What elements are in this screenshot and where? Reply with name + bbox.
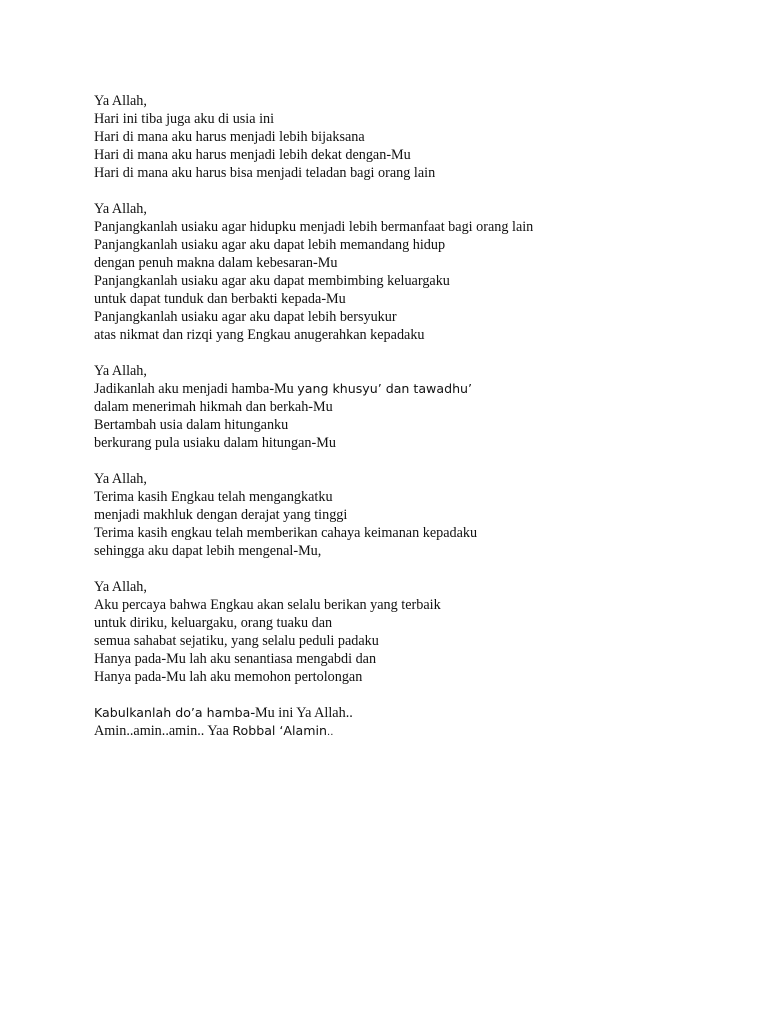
prayer-poem (94, 92, 734, 760)
poem-line: Hanya pada-Mu lah aku senantiasa mengabdi dan (94, 651, 377, 667)
poem-line: Bertambah usia dalam hitunganku (94, 417, 289, 433)
poem-line (94, 380, 734, 398)
poem-line: dalam menerimah hikmah dan berkah-Mu (94, 399, 333, 415)
stanza-2 (94, 200, 734, 344)
poem-line-part: .. (327, 727, 334, 738)
poem-line: Panjangkanlah usiaku agar aku dapat membimbing keluargaku (94, 273, 450, 289)
poem-line: Ya Allah, (94, 201, 147, 217)
poem-line (94, 722, 734, 742)
poem-line: semua sahabat sejatiku, yang selalu peduli padaku (94, 633, 379, 649)
poem-line (94, 704, 734, 722)
poem-line: berkurang pula usiaku dalam hitungan-Mu (94, 435, 336, 451)
poem-line-part: Jadikanlah aku menjadi hamba-Mu (94, 381, 298, 397)
poem-line: Hari ini tiba juga aku di usia ini (94, 111, 275, 127)
poem-line: Terima kasih Engkau telah mengangkatku (94, 489, 333, 505)
poem-line: Terima kasih engkau telah memberikan cahaya keimanan kepadaku (94, 525, 478, 541)
stanza-3 (94, 362, 734, 452)
poem-line: Ya Allah, (94, 93, 147, 109)
poem-line: Ya Allah, (94, 579, 147, 595)
poem-line: Panjangkanlah usiaku agar hidupku menjadi lebih bermanfaat bagi orang lain (94, 219, 534, 235)
stanza-4 (94, 470, 734, 560)
stanza-1 (94, 92, 734, 182)
poem-line: Panjangkanlah usiaku agar aku dapat lebih bersyukur (94, 309, 397, 325)
poem-line: untuk diriku, keluargaku, orang tuaku dan (94, 615, 333, 631)
poem-line: Hari di mana aku harus bisa menjadi teladan bagi orang lain (94, 165, 436, 181)
poem-line: dengan penuh makna dalam kebesaran-Mu (94, 255, 338, 271)
poem-line: menjadi makhluk dengan derajat yang tinggi (94, 507, 348, 523)
stanza-5 (94, 578, 734, 686)
poem-line-part: Robbal ‘Alamin (232, 723, 328, 738)
poem-line-part: -Mu ini Ya Allah.. (250, 705, 353, 721)
poem-line: Hari di mana aku harus menjadi lebih bijaksana (94, 129, 365, 145)
poem-line: Hanya pada-Mu lah aku memohon pertolongan (94, 669, 363, 685)
poem-line: Aku percaya bahwa Engkau akan selalu berikan yang terbaik (94, 597, 441, 613)
poem-line: Hari di mana aku harus menjadi lebih dekat dengan-Mu (94, 147, 411, 163)
poem-line: sehingga aku dapat lebih mengenal-Mu, (94, 543, 322, 559)
poem-line: Ya Allah, (94, 363, 147, 379)
poem-line: Panjangkanlah usiaku agar aku dapat lebih memandang hidup (94, 237, 446, 253)
stanza-6 (94, 704, 734, 742)
poem-line: Ya Allah, (94, 471, 147, 487)
poem-line-part: yang khusyu’ dan tawadhu’ (297, 381, 473, 396)
poem-line: untuk dapat tunduk dan berbakti kepada-Mu (94, 291, 346, 307)
poem-line: atas nikmat dan rizqi yang Engkau anugerahkan kepadaku (94, 327, 425, 343)
poem-line-part: Kabulkanlah do’a hamba (94, 705, 251, 720)
poem-line-part: Amin..amin..amin.. Yaa (94, 723, 233, 739)
